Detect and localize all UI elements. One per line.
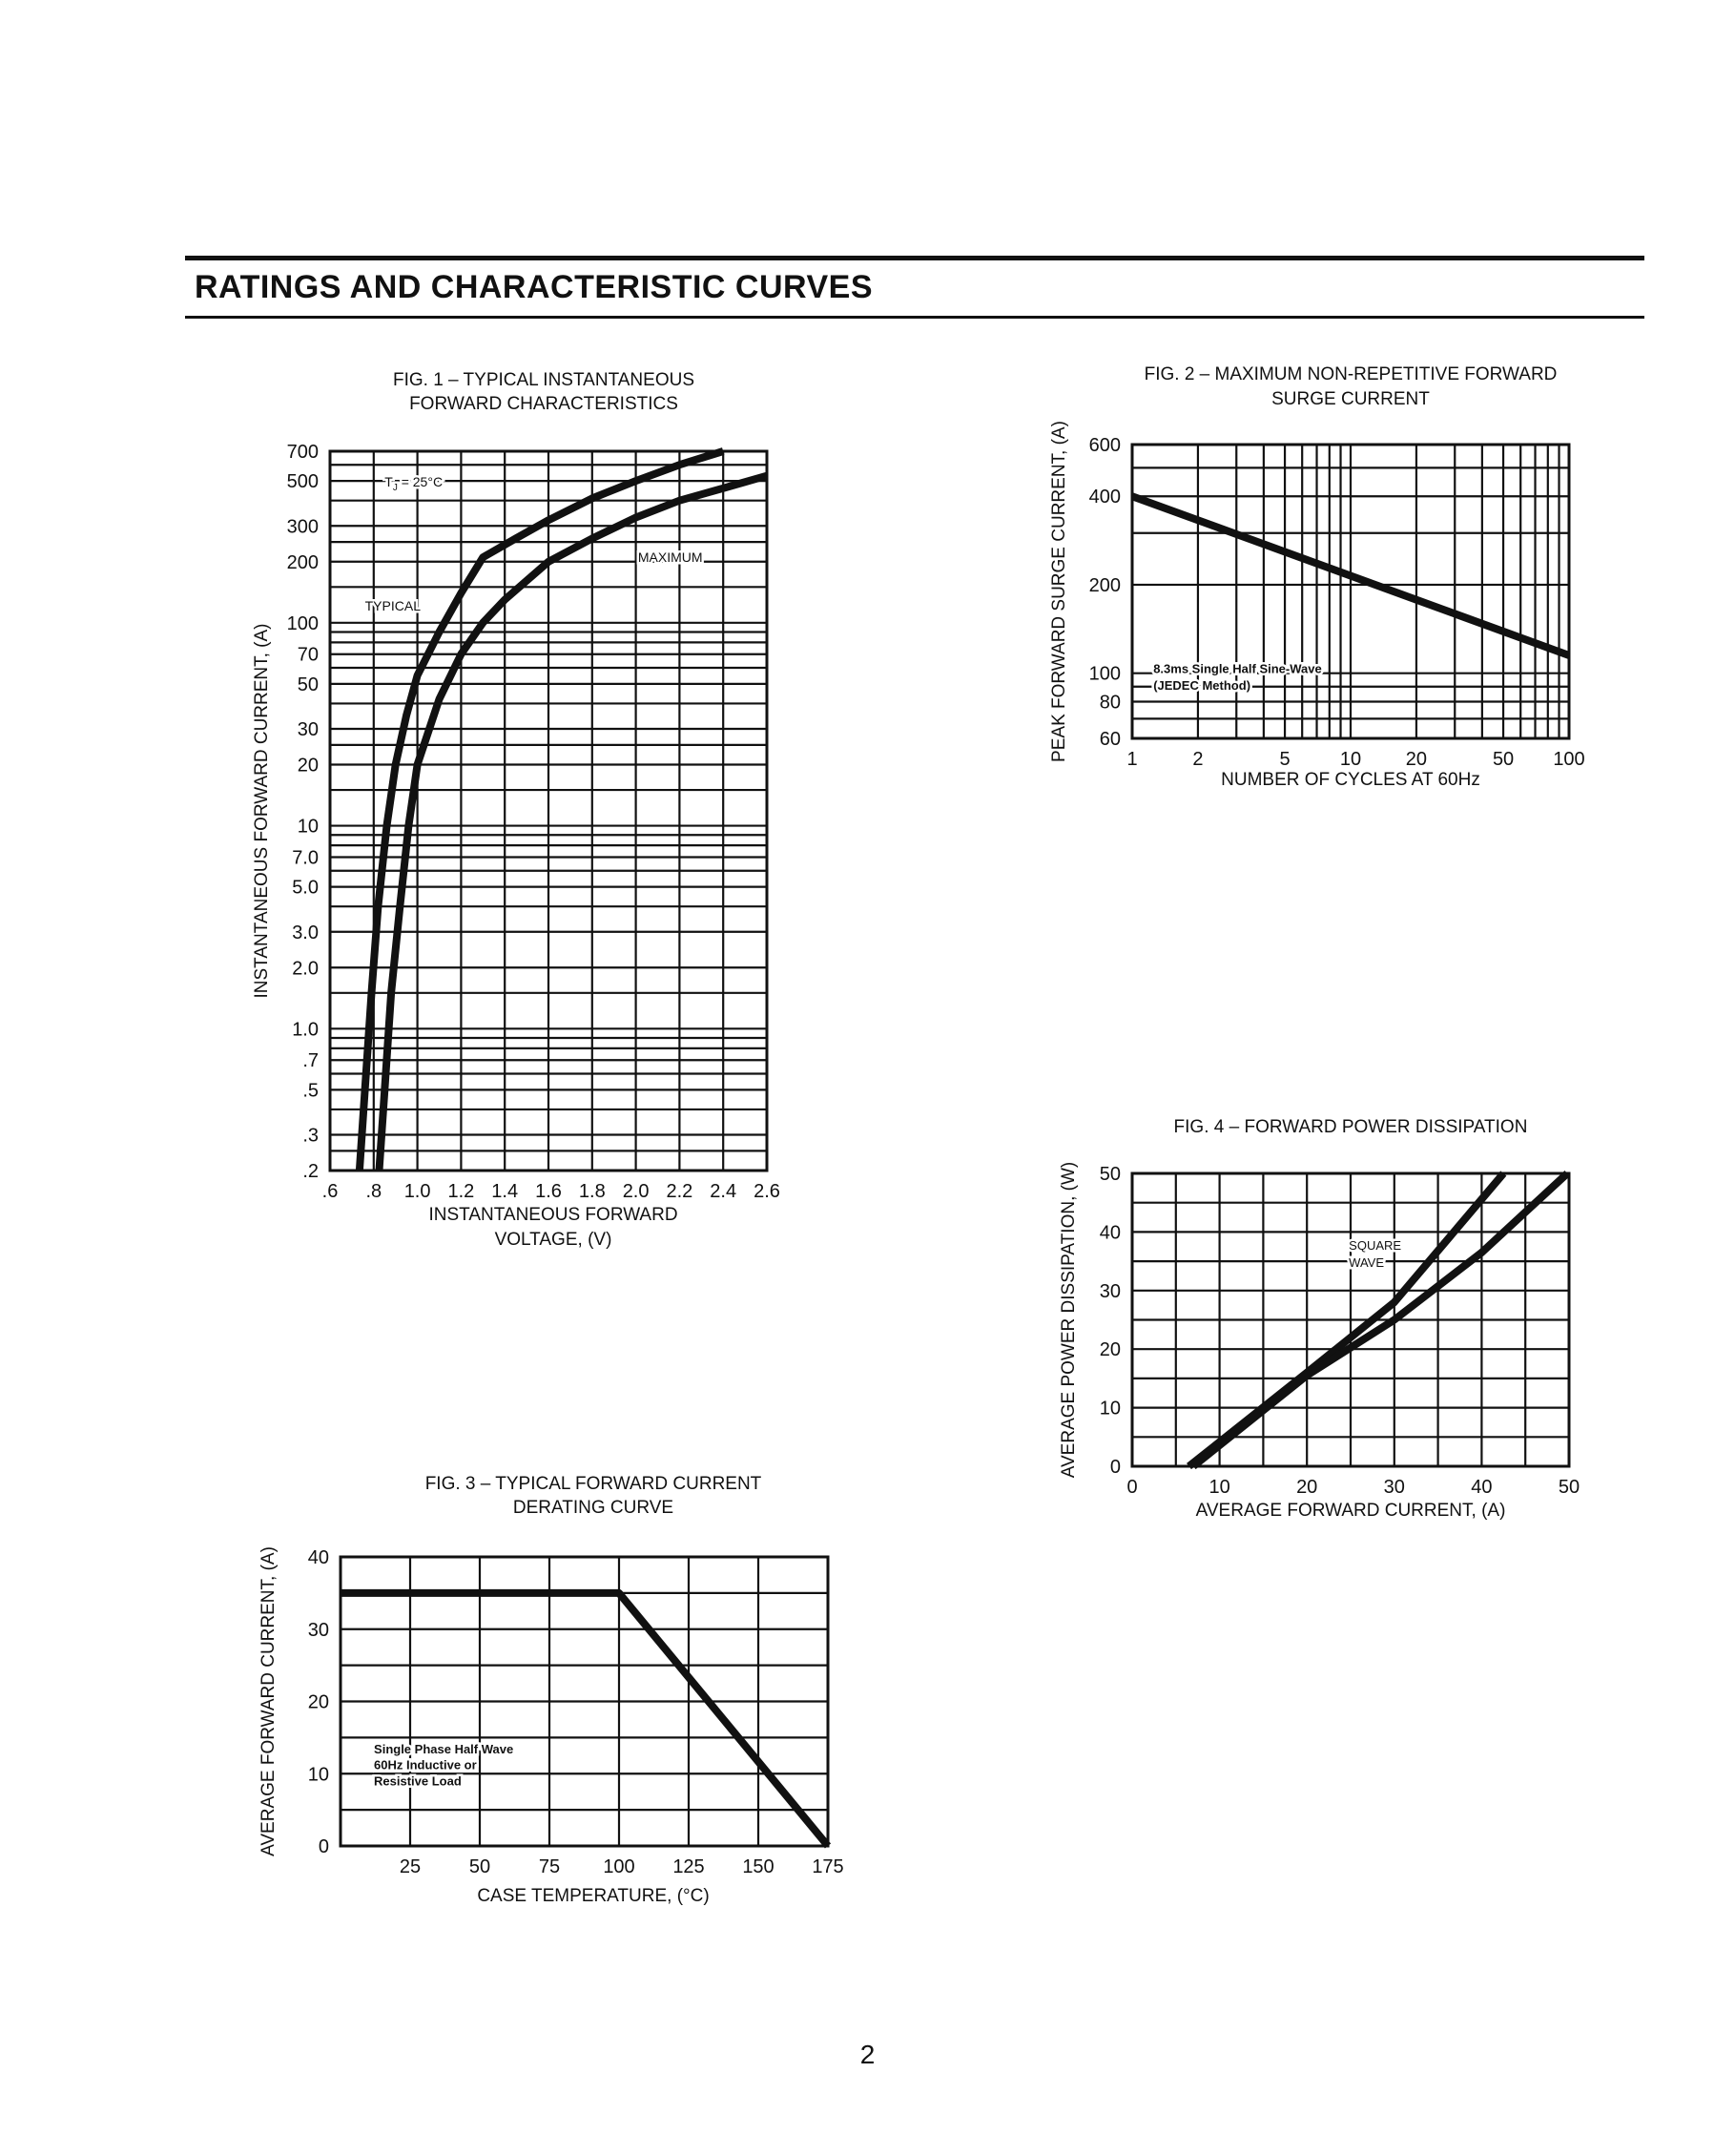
- fig1-y-tick-label: .7: [302, 1050, 319, 1072]
- fig1-y-tick-label: 30: [297, 719, 319, 741]
- fig1-xlabel: VOLTAGE, (V): [494, 1230, 612, 1250]
- fig1-x-tick-label: 1.0: [403, 1181, 431, 1202]
- fig1-x-tick-label: .8: [365, 1181, 382, 1202]
- fig1-annotation: MAXIMUM: [637, 549, 703, 565]
- fig4-xlabel: AVERAGE FORWARD CURRENT, (A): [1195, 1501, 1506, 1521]
- fig2-x-tick-label: 20: [1405, 749, 1428, 770]
- fig1-y-tick-label: 5.0: [292, 877, 319, 899]
- fig1-y-tick-label: 7.0: [292, 847, 319, 869]
- fig1-x-tick-label: 1.4: [491, 1181, 519, 1202]
- fig4-annotation: WAVE: [1349, 1255, 1385, 1271]
- fig1-y-tick-label: 500: [286, 471, 319, 493]
- fig1-y-tick-label: 1.0: [292, 1019, 319, 1041]
- fig1-x-tick-label: 1.8: [578, 1181, 606, 1202]
- fig3-y-tick-label: 0: [318, 1836, 329, 1857]
- fig1-x-tick-label: 2.0: [622, 1181, 650, 1202]
- fig1-annotation-rest: = 25°C: [397, 473, 444, 489]
- fig3-y-tick-label: 10: [307, 1764, 329, 1786]
- fig1-x-tick-label: 2.6: [754, 1181, 780, 1202]
- fig3-y-tick-label: 40: [307, 1547, 329, 1568]
- fig2-x-tick-label: 2: [1192, 749, 1204, 770]
- fig1-y-tick-label: 50: [297, 674, 319, 695]
- fig3-title: DERATING CURVE: [512, 1498, 674, 1518]
- fig3-xlabel: CASE TEMPERATURE, (°C): [477, 1886, 710, 1906]
- fig1-y-tick-label: 300: [286, 516, 319, 538]
- fig1-annotation-sub: J: [392, 482, 398, 493]
- fig4-y-tick-label: 40: [1099, 1222, 1121, 1244]
- fig3-x-tick-label: 150: [742, 1856, 775, 1877]
- fig2-annotation: 8.3ms Single Half Sine-Wave: [1153, 661, 1322, 676]
- fig2-y-tick-label: 200: [1088, 574, 1121, 596]
- fig2-title: FIG. 2 – MAXIMUM NON-REPETITIVE FORWARD: [1144, 364, 1558, 384]
- fig1-x-tick-label: 2.4: [710, 1181, 737, 1202]
- fig1-x-tick-label: 1.2: [447, 1181, 475, 1202]
- fig3-x-tick-label: 25: [399, 1856, 422, 1877]
- fig4-y-tick-label: 0: [1109, 1457, 1121, 1478]
- fig2-x-tick-label: 10: [1339, 749, 1362, 770]
- fig1-y-tick-label: 100: [286, 612, 319, 634]
- fig4-x-tick-label: 50: [1558, 1477, 1580, 1498]
- fig2-x-tick-label: 50: [1492, 749, 1515, 770]
- fig3-annotation: Resistive Load: [374, 1773, 462, 1789]
- fig4-y-tick-label: 10: [1099, 1398, 1121, 1420]
- fig1-title: FORWARD CHARACTERISTICS: [409, 394, 678, 414]
- fig2-y-tick-label: 400: [1088, 487, 1121, 508]
- fig1-x-tick-label: 2.2: [666, 1181, 693, 1202]
- fig3-annotation: 60Hz Inductive or: [374, 1757, 477, 1772]
- fig4-x-tick-label: 0: [1126, 1477, 1138, 1498]
- fig2-title: SURGE CURRENT: [1271, 389, 1430, 409]
- fig4-x-tick-label: 10: [1208, 1477, 1230, 1498]
- fig2-x-tick-label: 100: [1553, 749, 1585, 770]
- fig2-annotation: (JEDEC Method): [1153, 677, 1251, 693]
- page-number: 2: [859, 2040, 876, 2069]
- fig1-y-tick-label: 10: [297, 816, 319, 838]
- fig1-y-tick-label: .3: [302, 1125, 319, 1147]
- fig1-xlabel: INSTANTANEOUS FORWARD: [428, 1205, 678, 1225]
- fig2-x-tick-label: 1: [1126, 749, 1138, 770]
- fig2-y-tick-label: 600: [1088, 435, 1121, 456]
- fig3-title: FIG. 3 – TYPICAL FORWARD CURRENT: [424, 1474, 762, 1494]
- fig3-ylabel: AVERAGE FORWARD CURRENT, (A): [258, 1546, 279, 1856]
- fig1-y-tick-label: 700: [286, 442, 319, 463]
- fig1-y-tick-label: 3.0: [292, 922, 319, 943]
- fig2-y-tick-label: 100: [1088, 663, 1121, 685]
- fig3-y-tick-label: 20: [307, 1691, 329, 1713]
- fig4-y-tick-label: 30: [1099, 1280, 1121, 1302]
- page-title: RATINGS AND CHARACTERISTIC CURVES: [195, 269, 874, 305]
- fig1-y-tick-label: .5: [302, 1080, 319, 1102]
- fig1-y-tick-label: 20: [297, 755, 319, 777]
- fig3-annotation: Single Phase Half Wave: [374, 1742, 514, 1757]
- fig3-y-tick-label: 30: [307, 1619, 329, 1641]
- fig4-x-tick-label: 40: [1471, 1477, 1493, 1498]
- fig3-x-tick-label: 50: [468, 1856, 491, 1877]
- fig2-y-tick-label: 80: [1099, 692, 1121, 714]
- fig4-annotation: SQUARE: [1349, 1237, 1402, 1253]
- fig1-annotation: TYPICAL: [364, 597, 421, 613]
- fig4-y-tick-label: 20: [1099, 1339, 1121, 1361]
- fig1-x-tick-label: 1.6: [535, 1181, 562, 1202]
- fig2-xlabel: NUMBER OF CYCLES AT 60Hz: [1221, 770, 1480, 790]
- fig4-y-tick-label: 50: [1099, 1164, 1121, 1185]
- fig3-x-tick-label: 125: [672, 1856, 705, 1877]
- fig1-y-tick-label: 2.0: [292, 958, 319, 980]
- fig1-x-tick-label: .6: [321, 1181, 339, 1202]
- fig1-y-tick-label: 200: [286, 551, 319, 573]
- fig1-title: FIG. 1 – TYPICAL INSTANTANEOUS: [392, 370, 695, 390]
- fig3-x-tick-label: 175: [812, 1856, 844, 1877]
- fig2-y-tick-label: 60: [1099, 729, 1121, 750]
- fig4-title: FIG. 4 – FORWARD POWER DISSIPATION: [1173, 1117, 1528, 1137]
- fig3-x-tick-label: 100: [603, 1856, 635, 1877]
- fig4-ylabel: AVERAGE POWER DISSIPATION, (W): [1059, 1161, 1079, 1479]
- fig4-x-tick-label: 30: [1383, 1477, 1405, 1498]
- fig1-ylabel: INSTANTANEOUS FORWARD CURRENT, (A): [252, 623, 272, 999]
- fig3-x-tick-label: 75: [538, 1856, 561, 1877]
- fig4-x-tick-label: 20: [1296, 1477, 1318, 1498]
- fig1-y-tick-label: .2: [302, 1161, 319, 1182]
- fig1-annotation: $T_J = 25^\circ C$: [384, 473, 444, 493]
- fig1-y-tick-label: 70: [297, 644, 319, 666]
- fig2-ylabel: PEAK FORWARD SURGE CURRENT, (A): [1049, 421, 1069, 762]
- fig2-x-tick-label: 5: [1279, 749, 1291, 770]
